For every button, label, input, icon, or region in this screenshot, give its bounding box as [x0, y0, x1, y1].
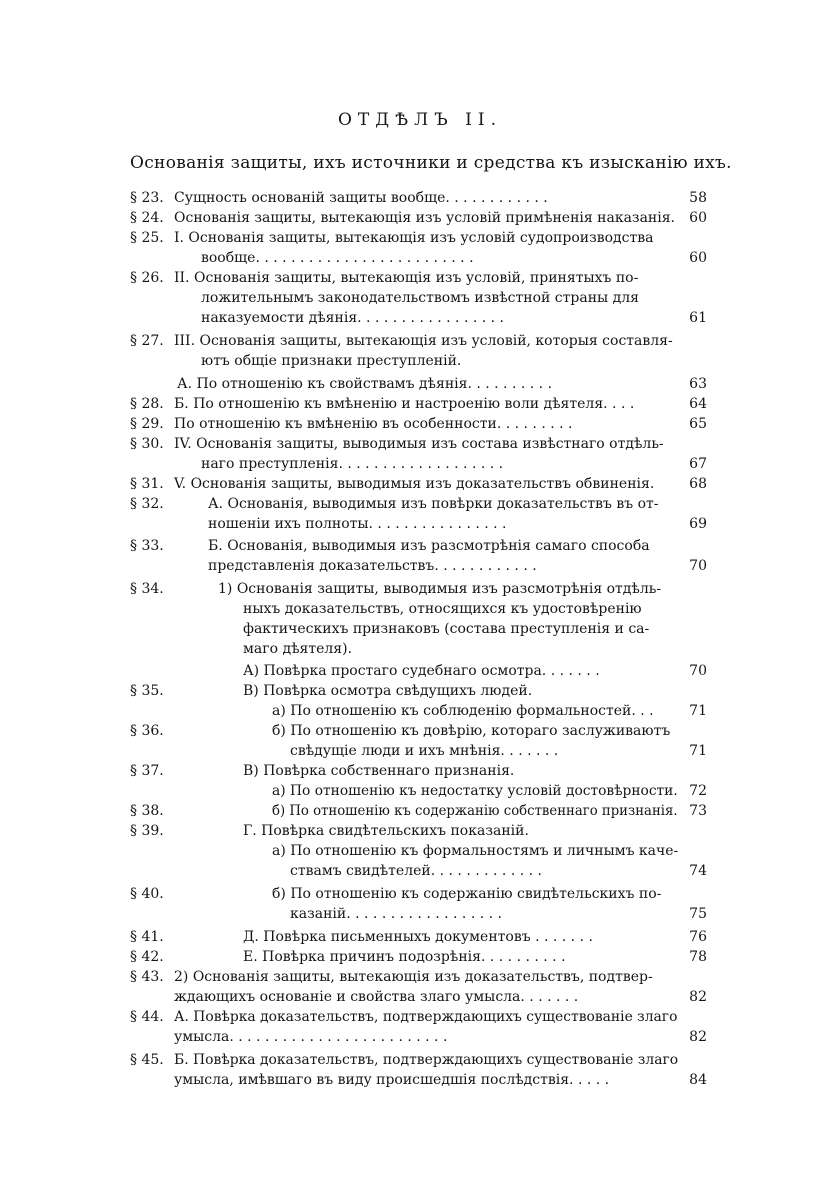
section-heading: ОТДѢЛЪ II. — [338, 110, 502, 130]
toc-section-number: § 25. — [130, 230, 164, 246]
toc-entry-title: ныхъ доказательствъ, относящихся къ удостовѣренію — [243, 601, 642, 617]
toc-entry — [0, 374, 840, 394]
toc-entry — [0, 514, 840, 534]
toc-entry-title: IV. Основанія защиты, выводимыя изъ состава извѣстнаго отдѣль- — [174, 436, 664, 452]
toc-entry-title: а) По отношенію къ недостатку условій достовѣрности. — [272, 783, 678, 799]
toc-page-number: 71 — [689, 703, 707, 719]
toc-entry — [0, 331, 840, 351]
toc-entry-title: Д. Повѣрка письменныхъ документовъ . . . . . . . — [243, 929, 593, 945]
toc-section-number: § 39. — [130, 823, 164, 839]
toc-page-number: 84 — [689, 1072, 707, 1088]
toc-entry-title: 2) Основанія защиты, вытекающія изъ доказательствъ, подтвер- — [174, 969, 653, 985]
toc-page-number: 68 — [689, 476, 707, 492]
toc-section-number: § 42. — [130, 949, 164, 965]
toc-entry-title: б) По отношенію къ довѣрію, котораго заслуживаютъ — [272, 723, 671, 739]
toc-page-number: 82 — [689, 989, 707, 1005]
toc-entry-title: умысла, имѣвшаго въ виду происшедшія послѣдствія. . . . . — [174, 1072, 610, 1088]
toc-page-number: 61 — [689, 310, 707, 326]
toc-entry — [0, 556, 840, 576]
toc-page-number: 72 — [689, 783, 707, 799]
toc-entry-title: наказуемости дѣянія. . . . . . . . . . . . . . . . . — [201, 310, 505, 326]
toc-entry — [0, 1070, 840, 1090]
toc-entry-title: Е. Повѣрка причинъ подозрѣнія. . . . . . . . . . — [243, 949, 566, 965]
toc-entry-title: А. Основанія, выводимыя изъ повѣрки доказательствъ въ от- — [208, 496, 659, 512]
toc-entry — [0, 947, 840, 967]
toc-entry — [0, 494, 840, 514]
toc-section-number: § 30. — [130, 436, 164, 452]
toc-section-number: § 45. — [130, 1052, 164, 1068]
toc-entry-title: умысла. . . . . . . . . . . . . . . . . . . . . . . . . — [174, 1029, 448, 1045]
toc-entry-title: V. Основанія защиты, выводимыя изъ доказательствъ обвиненія. — [174, 476, 655, 492]
toc-section-number: § 36. — [130, 723, 164, 739]
toc-entry-title: I. Основанія защиты, вытекающія изъ условій судопроизводства — [174, 230, 654, 246]
toc-entry-title: ждающихъ основаніе и свойства злаго умысла. . . . . . . — [174, 989, 579, 1005]
toc-page-number: 78 — [689, 949, 707, 965]
toc-entry — [0, 701, 840, 721]
toc-section-number: § 40. — [130, 886, 164, 902]
toc-section-number: § 44. — [130, 1009, 164, 1025]
toc-entry-title: Сущность основаній защиты вообще. . . . . . . . . . . . — [174, 190, 548, 206]
toc-entry-title: II. Основанія защиты, вытекающія изъ условій, принятыхъ по- — [174, 270, 639, 286]
toc-entry — [0, 619, 840, 639]
toc-entry — [0, 1027, 840, 1047]
toc-entry — [0, 861, 840, 881]
toc-entry — [0, 579, 840, 599]
toc-section-number: § 34. — [130, 581, 164, 597]
toc-entry — [0, 781, 840, 801]
toc-entry — [0, 841, 840, 861]
toc-page-number: 58 — [689, 190, 707, 206]
toc-entry-title: вообще. . . . . . . . . . . . . . . . . . . . . . . . . — [201, 250, 474, 266]
toc-entry — [0, 639, 840, 659]
toc-entry-title: А. Повѣрка доказательствъ, подтверждающихъ существованіе злаго — [174, 1009, 678, 1025]
toc-page-number: 70 — [689, 558, 707, 574]
toc-entry — [0, 821, 840, 841]
toc-entry — [0, 599, 840, 619]
toc-entry-title: казаній. . . . . . . . . . . . . . . . . . — [290, 906, 502, 922]
toc-entry — [0, 434, 840, 454]
toc-entry-title: 1) Основанія защиты, выводимыя изъ разсмотрѣнія отдѣль- — [218, 581, 662, 597]
toc-section-number: § 41. — [130, 929, 164, 945]
toc-entry — [0, 987, 840, 1007]
toc-entry-title: ношеніи ихъ полноты. . . . . . . . . . . . . . . . — [208, 516, 507, 532]
toc-page-number: 65 — [689, 416, 707, 432]
toc-entry-title: маго дѣятеля). — [243, 641, 353, 657]
toc-section-number: § 26. — [130, 270, 164, 286]
toc-entry-title: Б. По отношенію къ вмѣненію и настроенію воли дѣятеля. . . . — [174, 396, 635, 412]
toc-entry — [0, 927, 840, 947]
toc-entry-title: наго преступленія. . . . . . . . . . . . . . . . . . . — [201, 456, 504, 472]
toc-entry-title: Б. Основанія, выводимыя изъ разсмотрѣнія самаго способа — [208, 538, 650, 554]
toc-entry-title: По отношенію къ вмѣненію въ особенности. . . . . . . . . — [174, 416, 573, 432]
toc-section-number: § 27. — [130, 333, 164, 349]
toc-section-number: § 43. — [130, 969, 164, 985]
toc-page-number: 71 — [689, 743, 707, 759]
toc-entry — [0, 474, 840, 494]
toc-entry — [0, 188, 840, 208]
toc-entry — [0, 1050, 840, 1070]
toc-entry-title: В) Повѣрка собственнаго признанія. — [243, 763, 515, 779]
toc-section-number: § 29. — [130, 416, 164, 432]
toc-entry-title: представленія доказательствъ. . . . . . . . . . . . — [208, 558, 537, 574]
toc-section-number: § 28. — [130, 396, 164, 412]
toc-entry — [0, 721, 840, 741]
toc-entry-title: ложительнымъ законодательствомъ извѣстной страны для — [201, 290, 639, 306]
toc-entry-title: Б. Повѣрка доказательствъ, подтверждающихъ существованіе злаго — [174, 1052, 679, 1068]
toc-page-number: 73 — [689, 803, 707, 819]
toc-entry — [0, 394, 840, 414]
toc-entry — [0, 248, 840, 268]
toc-entry-title: ютъ общіе признаки преступленій. — [201, 353, 462, 369]
toc-entry — [0, 661, 840, 681]
toc-page-number: 75 — [689, 906, 707, 922]
toc-entry-title: В) Повѣрка осмотра свѣдущихъ людей. — [243, 683, 533, 699]
toc-section-number: § 31. — [130, 476, 164, 492]
toc-entry-title: а) По отношенію къ соблюденію формальностей. . . — [272, 703, 654, 719]
toc-entry — [0, 967, 840, 987]
toc-page-number: 74 — [689, 863, 707, 879]
toc-entry — [0, 801, 840, 821]
toc-entry-title: свѣдущіе люди и ихъ мнѣнія. . . . . . . — [290, 743, 559, 759]
section-subtitle: Основанія защиты, ихъ источники и средства къ изысканію ихъ. — [130, 153, 732, 173]
toc-entry — [0, 884, 840, 904]
toc-section-number: § 38. — [130, 803, 164, 819]
toc-entry — [0, 268, 840, 288]
toc-entry — [0, 681, 840, 701]
toc-page-number: 82 — [689, 1029, 707, 1045]
toc-entry-title: а) По отношенію къ формальностямъ и личнымъ каче- — [272, 843, 679, 859]
toc-entry-title: III. Основанія защиты, вытекающія изъ условій, которыя составля- — [174, 333, 673, 349]
toc-entry — [0, 904, 840, 924]
toc-page-number: 70 — [689, 663, 707, 679]
toc-entry — [0, 208, 840, 228]
toc-entry-title: А. По отношенію къ свойствамъ дѣянія. . . . . . . . . . — [177, 376, 553, 392]
toc-entry-title: б) По отношенію къ содержанію собственнаго признанія. — [272, 803, 678, 819]
toc-page-number: 60 — [689, 210, 707, 226]
toc-page-number: 64 — [689, 396, 707, 412]
toc-section-number: § 37. — [130, 763, 164, 779]
toc-page-number: 76 — [689, 929, 707, 945]
toc-entry — [0, 351, 840, 371]
toc-entry-title: фактическихъ признаковъ (состава преступленія и са- — [243, 621, 650, 637]
toc-entry — [0, 228, 840, 248]
toc-entry — [0, 454, 840, 474]
toc-section-number: § 24. — [130, 210, 164, 226]
toc-entry — [0, 761, 840, 781]
toc-section-number: § 23. — [130, 190, 164, 206]
toc-entry-title: А) Повѣрка простаго судебнаго осмотра. . . . . . . — [243, 663, 600, 679]
toc-entry — [0, 288, 840, 308]
toc-page-number: 69 — [689, 516, 707, 532]
toc-entry-title: ствамъ свидѣтелей. . . . . . . . . . . . . — [290, 863, 542, 879]
toc-entry — [0, 1007, 840, 1027]
toc-entry-title: Г. Повѣрка свидѣтельскихъ показаній. — [243, 823, 529, 839]
toc-entry — [0, 308, 840, 328]
toc-section-number: § 33. — [130, 538, 164, 554]
toc-page-number: 60 — [689, 250, 707, 266]
toc-entry — [0, 536, 840, 556]
toc-entry — [0, 741, 840, 761]
toc-entry-title: б) По отношенію къ содержанію свидѣтельскихъ по- — [272, 886, 662, 902]
toc-section-number: § 35. — [130, 683, 164, 699]
toc-page-number: 67 — [689, 456, 707, 472]
toc-page-number: 63 — [689, 376, 707, 392]
toc-entry — [0, 414, 840, 434]
toc-section-number: § 32. — [130, 496, 164, 512]
toc-entry-title: Основанія защиты, вытекающія изъ условій примѣненія наказанія. — [174, 210, 676, 226]
